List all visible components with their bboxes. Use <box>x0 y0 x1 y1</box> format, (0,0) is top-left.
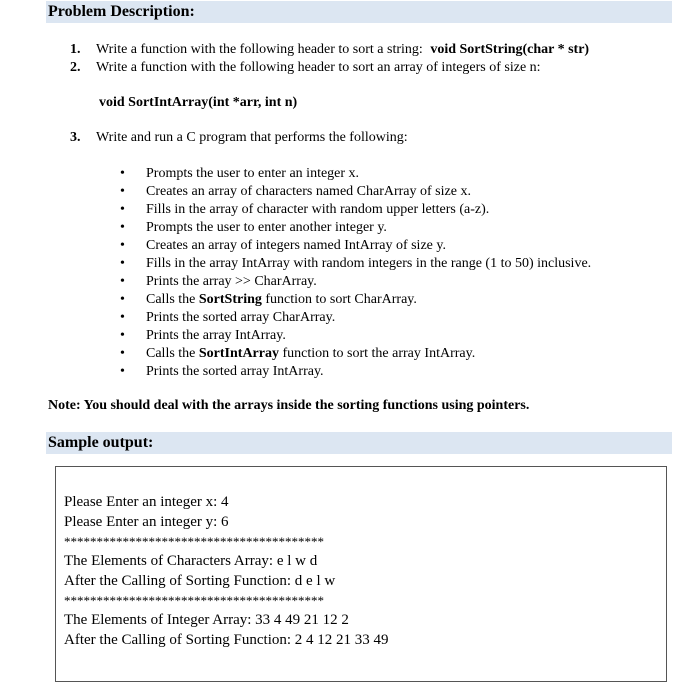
list-number: 1. <box>70 42 81 57</box>
bullet-text <box>146 201 489 219</box>
separator-line: **************************************** <box>64 593 324 608</box>
bullet-dot-icon: • <box>120 292 125 307</box>
bullet-text-pre: Prints the sorted array IntArray. <box>146 364 324 379</box>
sort-int-array-signature: void SortIntArray(int *arr, int n) <box>99 95 298 110</box>
bullet-text-pre: Fills in the array of character with random upper letters (a-z). <box>146 202 490 217</box>
bullet-text <box>146 327 286 345</box>
list-text <box>96 41 589 59</box>
list-number: 2. <box>70 60 81 75</box>
bullet-text-bold: SortIntArray <box>198 346 279 361</box>
output-line: The Elements of Integer Array: 33 4 49 21 12 2 <box>64 612 349 628</box>
bullet-text-pre: Calls the <box>146 346 199 361</box>
bullet-text-post: function to sort the array IntArray. <box>279 346 476 361</box>
output-line: Please Enter an integer y: 6 <box>64 514 229 530</box>
bullet-text-pre: Creates an array of characters named CharArray of size x. <box>146 184 471 199</box>
bullet-text-pre: Prints the sorted array CharArray. <box>146 310 336 325</box>
item-3-text: Write and run a C program that performs the following: <box>96 130 408 145</box>
list-number: 3. <box>70 130 81 145</box>
bullet-text <box>146 363 324 381</box>
bullet-text <box>146 219 387 237</box>
bullet-dot-icon: • <box>120 166 125 181</box>
bullet-text <box>146 273 317 291</box>
bullet-text-bold: SortString <box>198 292 262 307</box>
bullet-dot-icon: • <box>120 184 125 199</box>
bullet-dot-icon: • <box>120 346 125 361</box>
bullet-text <box>146 255 591 273</box>
bullet-dot-icon: • <box>120 256 125 271</box>
bullet-dot-icon: • <box>120 328 125 343</box>
separator-line: **************************************** <box>64 534 324 549</box>
output-line: The Elements of Characters Array: e l w d <box>64 553 318 569</box>
sample-title: Sample output: <box>48 434 154 451</box>
bullet-text <box>146 237 446 255</box>
bullet-text-pre: Prints the array IntArray. <box>146 328 286 343</box>
bullet-text-pre: Prints the array >> CharArray. <box>146 274 317 289</box>
bullet-text-pre: Prompts the user to enter another integer y. <box>146 220 387 235</box>
bullet-dot-icon: • <box>120 220 125 235</box>
bullet-text <box>146 309 335 327</box>
output-line: After the Calling of Sorting Function: 2 4 12 21 33 49 <box>64 632 389 648</box>
problem-title: Problem Description: <box>48 3 195 20</box>
bullet-dot-icon: • <box>120 274 125 289</box>
item-1-signature: void SortString(char * str) <box>430 42 590 57</box>
bullet-dot-icon: • <box>120 202 125 217</box>
item-1-text: Write a function with the following header to sort a string: <box>96 42 423 57</box>
bullet-text <box>146 291 417 309</box>
note-text: Note: You should deal with the arrays inside the sorting functions using pointers. <box>48 398 530 413</box>
bullet-text-post: function to sort CharArray. <box>261 292 417 307</box>
bullet-text-pre: Creates an array of integers named IntArray of size y. <box>146 238 446 253</box>
bullet-text-pre: Prompts the user to enter an integer x. <box>146 166 360 181</box>
bullet-dot-icon: • <box>120 364 125 379</box>
bullet-text <box>146 165 359 183</box>
bullet-text-pre: Calls the <box>146 292 199 307</box>
bullet-text <box>146 183 471 201</box>
output-line: Please Enter an integer x: 4 <box>64 494 229 510</box>
bullet-dot-icon: • <box>120 238 125 253</box>
output-line: After the Calling of Sorting Function: d e l w <box>64 573 336 589</box>
item-2-text: Write a function with the following header to sort an array of integers of size n: <box>96 60 541 75</box>
bullet-dot-icon: • <box>120 310 125 325</box>
bullet-text <box>146 345 475 363</box>
bullet-text-pre: Fills in the array IntArray with random integers in the range (1 to 50) inclusive. <box>146 256 592 271</box>
